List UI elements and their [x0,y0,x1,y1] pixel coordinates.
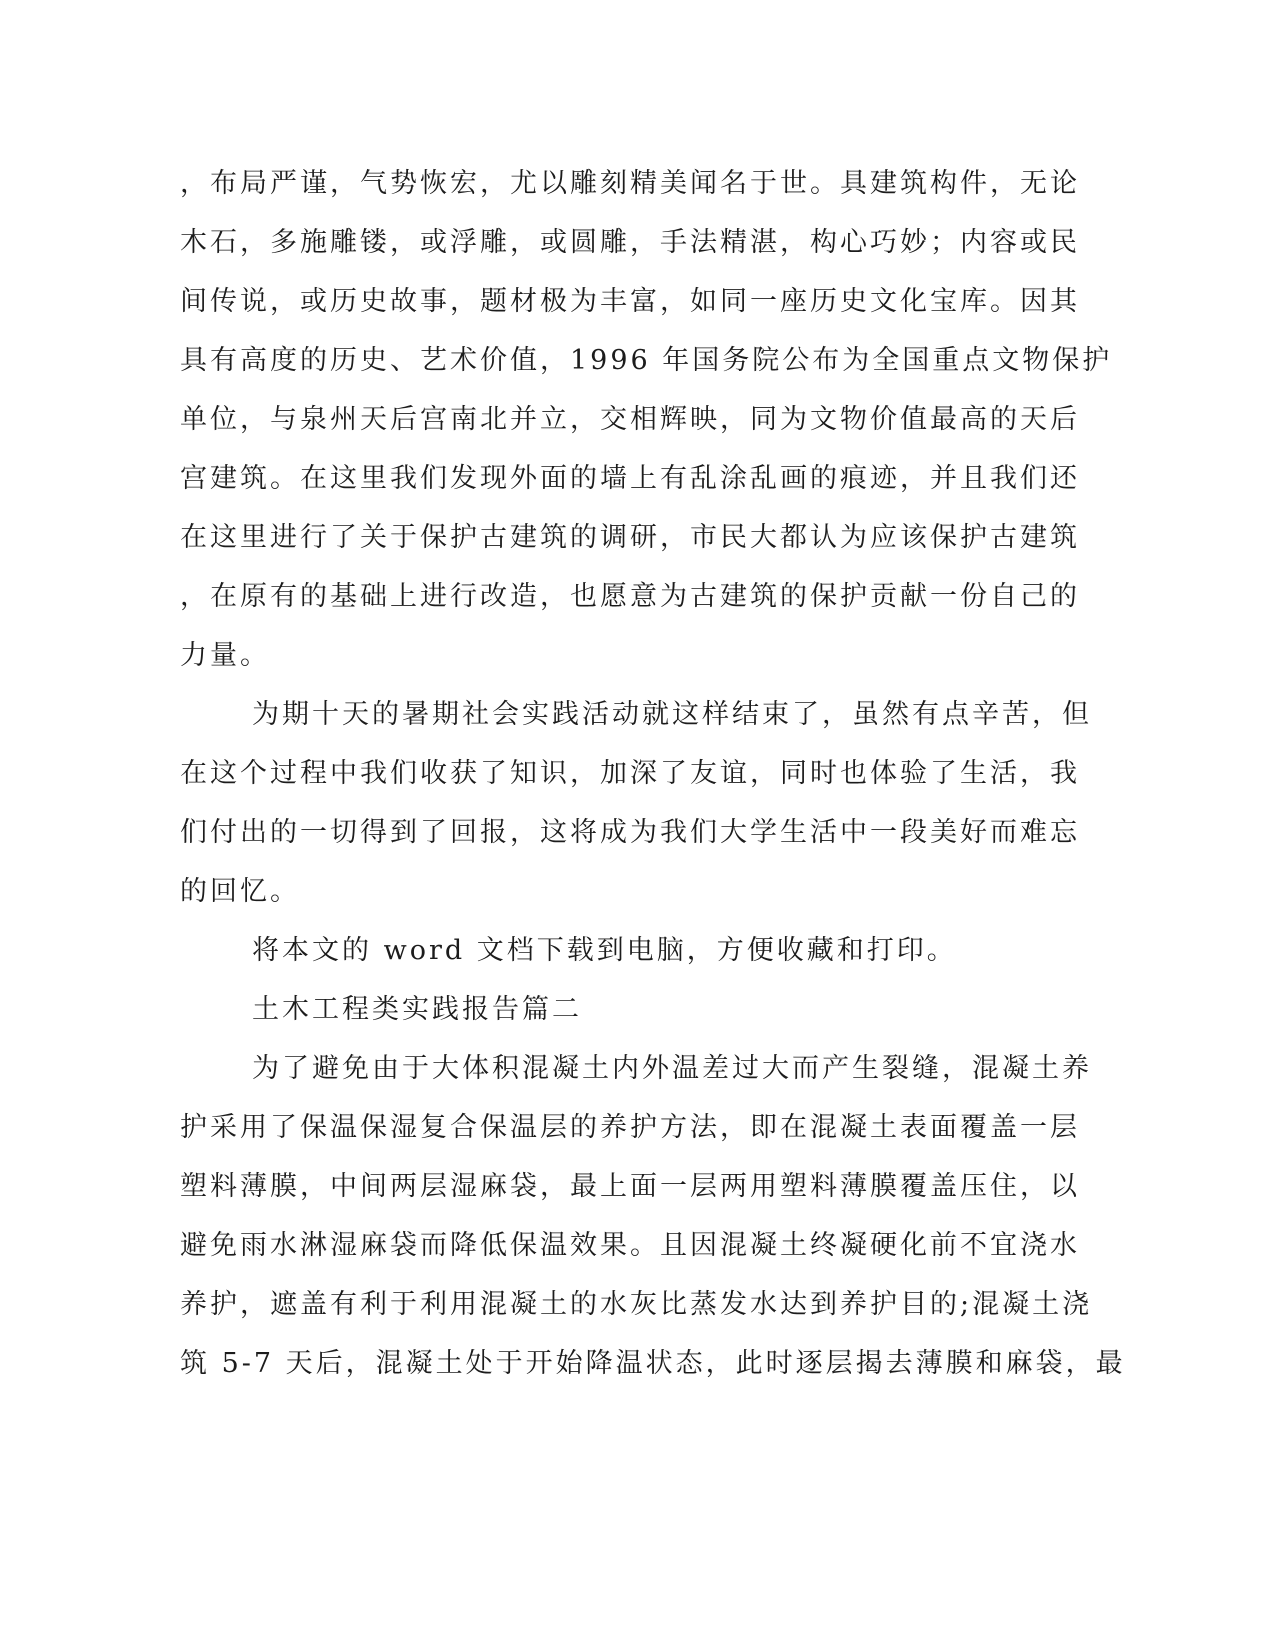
text-line: 木石，多施雕镂，或浮雕，或圆雕，手法精湛，构心巧妙；内容或民 [180,227,1080,258]
text-line: 间传说，或历史故事，题材极为丰富，如同一座历史文化宝库。因其 [180,286,1080,317]
text-line: 具有高度的历史、艺术价值，1996 年国务院公布为全国重点文物保护 [180,345,1113,376]
text-line: ，布局严谨，气势恢宏，尤以雕刻精美闻名于世。具建筑构件，无论 [180,168,1080,199]
text-line: 力量。 [180,640,270,671]
text-line: 们付出的一切得到了回报，这将成为我们大学生活中一段美好而难忘 [180,817,1080,848]
text-line: 宫建筑。在这里我们发现外面的墙上有乱涂乱画的痕迹，并且我们还 [180,463,1080,494]
text-line: 在这个过程中我们收获了知识，加深了友谊，同时也体验了生活，我 [180,758,1080,789]
text-line: 避免雨水淋湿麻袋而降低保温效果。且因混凝土终凝硬化前不宜浇水 [180,1230,1080,1261]
text-line: 护采用了保温保湿复合保温层的养护方法，即在混凝土表面覆盖一层 [180,1112,1080,1143]
text-line: 在这里进行了关于保护古建筑的调研，市民大都认为应该保护古建筑 [180,522,1080,553]
text-line: 单位，与泉州天后宫南北并立，交相辉映，同为文物价值最高的天后 [180,404,1080,435]
text-line: 塑料薄膜，中间两层湿麻袋，最上面一层两用塑料薄膜覆盖压住，以 [180,1171,1080,1202]
section-heading: 土木工程类实践报告篇二 [252,994,582,1025]
text-line: 养护，遮盖有利于利用混凝土的水灰比蒸发水达到养护目的;混凝土浇 [180,1289,1093,1320]
text-line: ，在原有的基础上进行改造，也愿意为古建筑的保护贡献一份自己的 [180,581,1080,612]
download-note: 将本文的 word 文档下载到电脑，方便收藏和打印。 [252,935,957,966]
paragraph-start-line: 为了避免由于大体积混凝土内外温差过大而产生裂缝，混凝土养 [252,1053,1092,1084]
text-line: 的回忆。 [180,876,300,907]
body-text [180,154,1126,1393]
paragraph-start-line: 为期十天的暑期社会实践活动就这样结束了，虽然有点辛苦，但 [252,699,1092,730]
text-line: 筑 5-7 天后，混凝土处于开始降温状态，此时逐层揭去薄膜和麻袋，最 [180,1348,1126,1379]
